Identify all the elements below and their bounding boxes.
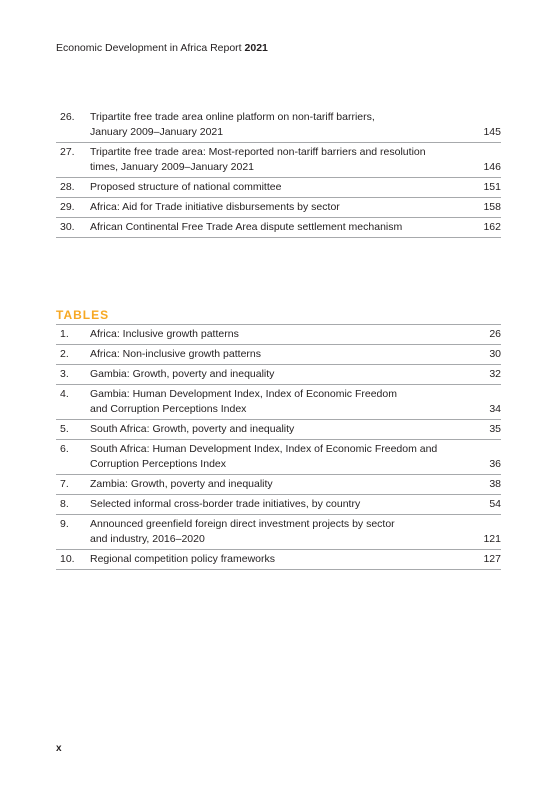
entry-page-number: 158 <box>483 201 501 213</box>
entry-title <box>90 387 471 417</box>
entry-title-line: times, January 2009–January 2021 <box>90 161 255 173</box>
toc-entry[interactable] <box>56 475 501 495</box>
toc-entry[interactable] <box>56 108 501 143</box>
entry-page-number: 36 <box>489 458 501 470</box>
entry-title <box>90 367 471 382</box>
entry-number: 27. <box>60 146 75 158</box>
entry-title-line: Gambia: Growth, poverty and inequality <box>90 368 275 380</box>
entry-title <box>90 200 471 215</box>
toc-entry[interactable] <box>56 550 501 570</box>
entry-title-line: South Africa: Growth, poverty and inequality <box>90 423 295 435</box>
entry-title <box>90 497 471 512</box>
entry-number: 4. <box>60 388 69 400</box>
toc-entry[interactable] <box>56 345 501 365</box>
entry-title <box>90 552 471 567</box>
entry-number: 1. <box>60 328 69 340</box>
figures-list <box>56 108 501 238</box>
toc-entry[interactable] <box>56 515 501 550</box>
toc-entry[interactable] <box>56 495 501 515</box>
entry-title-line: Africa: Non-inclusive growth patterns <box>90 348 261 360</box>
toc-entry[interactable] <box>56 178 501 198</box>
entry-title-line: Tripartite free trade area online platform on non-tariff barriers, <box>90 111 375 123</box>
entry-title-line: and industry, 2016–2020 <box>90 533 205 545</box>
entry-title <box>90 517 471 547</box>
toc-entry[interactable] <box>56 420 501 440</box>
tables-list <box>56 324 501 570</box>
entry-title-line: Africa: Aid for Trade initiative disbursements by sector <box>90 201 340 213</box>
entry-page-number: 26 <box>489 328 501 340</box>
tables-heading: TABLES <box>56 308 110 322</box>
entry-title-line: and Corruption Perceptions Index <box>90 403 247 415</box>
toc-entry[interactable] <box>56 440 501 475</box>
entry-page-number: 162 <box>483 221 501 233</box>
entry-number: 2. <box>60 348 69 360</box>
entry-number: 28. <box>60 181 75 193</box>
entry-page-number: 145 <box>483 126 501 138</box>
entry-title <box>90 422 471 437</box>
entry-title-line: Gambia: Human Development Index, Index of Economic Freedom <box>90 388 397 400</box>
entry-title <box>90 327 471 342</box>
entry-title-line: Zambia: Growth, poverty and inequality <box>90 478 273 490</box>
page-number: x <box>56 743 62 754</box>
entry-number: 7. <box>60 478 69 490</box>
entry-number: 5. <box>60 423 69 435</box>
entry-number: 3. <box>60 368 69 380</box>
toc-entry[interactable] <box>56 365 501 385</box>
entry-number: 30. <box>60 221 75 233</box>
toc-entry[interactable] <box>56 325 501 345</box>
entry-title <box>90 477 471 492</box>
entry-title <box>90 180 471 195</box>
toc-entry[interactable] <box>56 218 501 238</box>
entry-number: 10. <box>60 553 75 565</box>
entry-page-number: 146 <box>483 161 501 173</box>
entry-title-line: Selected informal cross-border trade initiatives, by country <box>90 498 361 510</box>
entry-number: 29. <box>60 201 75 213</box>
entry-number: 6. <box>60 443 69 455</box>
entry-title-line: South Africa: Human Development Index, Index of Economic Freedom and <box>90 443 438 455</box>
entry-title-line: Regional competition policy frameworks <box>90 553 275 565</box>
toc-entry[interactable] <box>56 143 501 178</box>
entry-number: 9. <box>60 518 69 530</box>
entry-title <box>90 442 471 472</box>
report-title: Economic Development in Africa Report <box>56 42 242 54</box>
entry-number: 26. <box>60 111 75 123</box>
entry-title-line: Announced greenfield foreign direct investment projects by sector <box>90 518 395 530</box>
entry-page-number: 38 <box>489 478 501 490</box>
entry-page-number: 34 <box>489 403 501 415</box>
entry-title-line: Tripartite free trade area: Most-reported non-tariff barriers and resolution <box>90 146 426 158</box>
report-year: 2021 <box>244 42 268 54</box>
toc-entry[interactable] <box>56 198 501 218</box>
entry-page-number: 54 <box>489 498 501 510</box>
entry-title-line: January 2009–January 2021 <box>90 126 224 138</box>
entry-title <box>90 145 471 175</box>
entry-page-number: 32 <box>489 368 501 380</box>
entry-number: 8. <box>60 498 69 510</box>
entry-title <box>90 110 471 140</box>
entry-page-number: 35 <box>489 423 501 435</box>
entry-title-line: Africa: Inclusive growth patterns <box>90 328 239 340</box>
entry-title-line: Corruption Perceptions Index <box>90 458 226 470</box>
entry-title <box>90 220 471 235</box>
running-header <box>56 42 268 54</box>
entry-page-number: 30 <box>489 348 501 360</box>
entry-title-line: African Continental Free Trade Area dispute settlement mechanism <box>90 221 403 233</box>
toc-entry[interactable] <box>56 385 501 420</box>
entry-page-number: 127 <box>483 553 501 565</box>
entry-title-line: Proposed structure of national committee <box>90 181 282 193</box>
entry-page-number: 121 <box>483 533 501 545</box>
entry-title <box>90 347 471 362</box>
entry-page-number: 151 <box>483 181 501 193</box>
